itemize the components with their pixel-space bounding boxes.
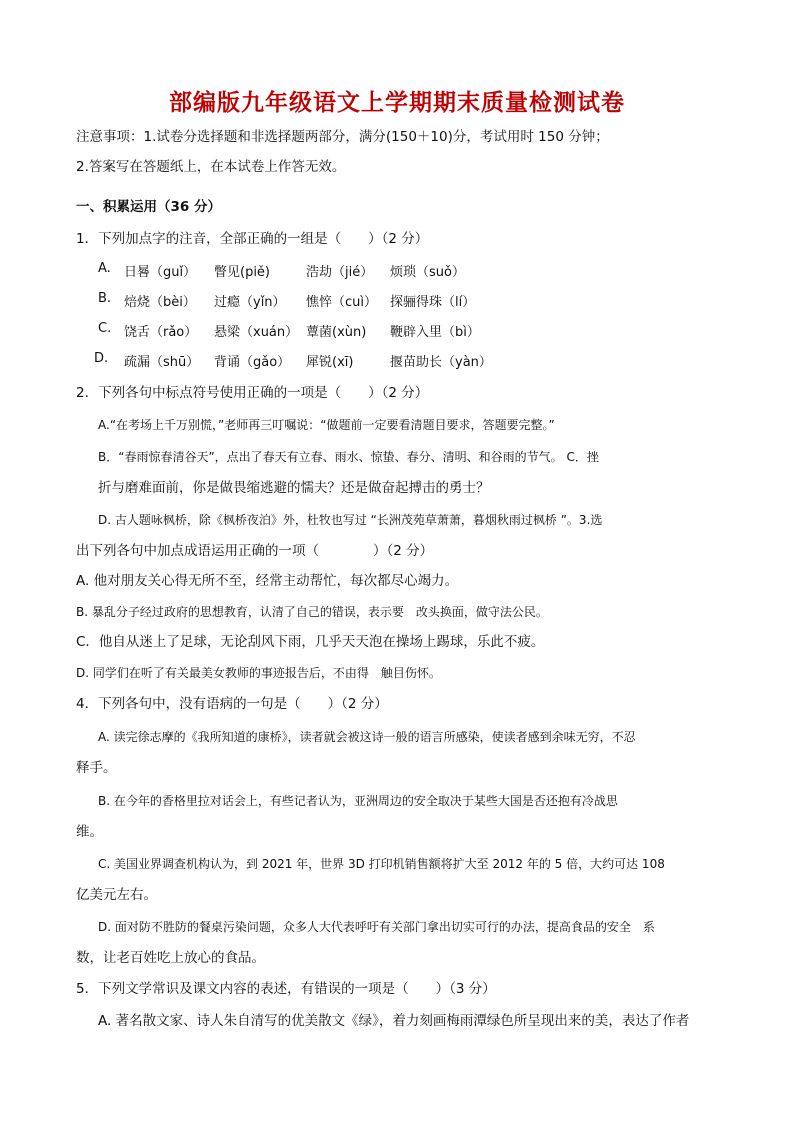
question-2-stem: 2．下列各句中标点符号使用正确的一项是（ ）（2 分） [76,385,429,401]
page-title: 部编版九年级语文上学期期末质量检测试卷 [169,90,625,116]
question-4-option-c: C. 美国业界调查机构认为，到 2021 年，世界 3D 打印机销售额将扩大至 2012 年的 5 倍，大约可达 108 [98,857,665,871]
question-3-stem: 出下列各句中加点成语运用正确的一项（ ）（2 分） [76,543,434,559]
question-4-option-a-cont: 释手。 [76,760,117,776]
question-1-stem: 1．下列加点字的注音，全部正确的一组是（ ）（2 分） [76,231,429,247]
question-4-stem: 4．下列各句中，没有语病的一句是（ ）（2 分） [76,696,388,712]
question-5-option-a: A. 著名散文家、诗人朱自清写的优美散文《绿》，着力刻画梅雨潭绿色所呈现出来的美，表达了作者 [98,1013,690,1029]
question-2-option-d: D. 古人题咏枫桥，除《枫桥夜泊》外，杜牧也写过 “长洲茂苑草萧萧，暮烟秋雨过枫桥 ”。3.选 [98,513,603,527]
notice-line-2: 2.答案写在答题纸上，在本试卷上作答无效。 [76,159,346,175]
question-3-option-d: D. 同学们在听了有关最美女教师的事迹报告后，不由得 触目伤怀。 [76,666,441,680]
question-2-option-c: 折与磨难面前，你是做畏缩逃避的懦夫？还是做奋起搏击的勇士？ [98,480,490,496]
section-heading: 一、积累运用（36 分） [76,199,221,215]
question-4-option-d: D. 面对防不胜防的餐桌污染问题，众多人大代表呼吁有关部门拿出切实可行的办法，提高食品的安全 系 [98,920,655,934]
question-2-option-a: A.“在考场上千万别慌，”老师再三叮嘱说：“做题前一定要看清题目要求，答题要完整。” [98,418,555,432]
question-4-option-c-cont: 亿美元左右。 [76,887,157,903]
notice-line-1: 注意事项：1.试卷分选择题和非选择题两部分，满分(150＋10)分，考试用时 150 分钟； [76,129,609,145]
question-4-option-a: A. 读完徐志摩的《我所知道的康桥》，读者就会被这诗一般的语言所感染，使读者感到余味无穷，不忍 [98,730,636,744]
question-3-option-c: C．他自从迷上了足球，无论刮风下雨，几乎天天泡在操场上踢球，乐此不疲。 [76,634,545,650]
exam-page: 部编版九年级语文上学期期末质量检测试卷 注意事项：1.试卷分选择题和非选择题两部分，满分(150＋10)分，考试用时 150 分钟； 2.答案写在答题纸上，在本试卷上作答无效。 一、积累运用（36 分） 1．下列加点字的注音，全部正确的一组是（ ）（2 分） A. 日晷（guǐ） 瞥见(piě) 浩劫（jié） 烦琐（suǒ） B. 焙烧（bèi） 过瘾（yǐn） 憔悴（cuì） 探骊得珠（lí） C. 饶舌（rǎo） 悬梁（xuán） 蕈菌(xùn) 鞭辟入里（bì） D. 疏漏（shū） 背诵（gǎo） 犀锐(xī) 揠苗助长（yàn） 2．下列各句中标点符号使用正确的一项是（ ）（2 分） A.“在考场上千万别慌，”老师再三叮嘱说：“做题前一定要看清题目要求，答题要完整。” B．“春雨惊春清谷天”，点出了春天有立春、雨水、惊蛰、春分、清明、和谷雨的节气。 C．挫 折与磨难面前，你是做畏缩逃避的懦夫？还是做奋起搏击的勇士？ D. 古人题咏枫桥，除《枫桥夜泊》外，杜牧也写过 “长洲茂苑草萧萧，暮烟秋雨过枫桥 ”。3.选 出下列各句中加点成语运用正确的一项（ ）（2 分） A. 他对朋友关心得无所不至，经常主动帮忙，每次都尽心竭力。 B. 暴乱分子经过政府的思想教育，认清了自己的错误，表示要 改头换面，做守法公民。 C．他自从迷上了足球，无论刮风下雨，几乎天天泡在操场上踢球，乐此不疲。 D. 同学们在听了有关最美女教师的事迹报告后，不由得 触目伤怀。 4．下列各句中，没有语病的一句是（ ）（2 分） A. 读完徐志摩的《我所知道的康桥》，读者就会被这诗一般的语言所感染，使读者感到余味无穷，不忍 释手。 B. 在今年的香格里拉对话会上，有些记者认为，亚洲周边的安全取决于某些大国是否还抱有冷战思 维。 C. 美国业界调查机构认为，到 2021 年，世界 3D 打印机销售额将扩大至 2012 年的 5 倍，大约可达 108 亿美元左右。 D. 面对防不胜防的餐桌污染问题，众多人大代表呼吁有关部门拿出切实可行的办法，提高食品的安全 系 数，让老百姓吃上放心的食品。 5．下列文学常识及课文内容的表述，有错误的一项是（ ）（3 分） A. 著名散文家、诗人朱自清写的优美散文《绿》，着力刻画梅雨潭绿色所呈现出来的美，表达了作者 [0,0,794,1123]
question-5-stem: 5．下列文学常识及课文内容的表述，有错误的一项是（ ）（3 分） [76,981,496,997]
question-4-option-d-cont: 数，让老百姓吃上放心的食品。 [76,950,265,966]
question-3-option-a: A. 他对朋友关心得无所不至，经常主动帮忙，每次都尽心竭力。 [76,573,459,589]
question-2-option-b: B．“春雨惊春清谷天”，点出了春天有立春、雨水、惊蛰、春分、清明、和谷雨的节气。 C．挫 [98,450,599,464]
question-4-option-b-cont: 维。 [76,824,103,840]
question-3-option-b: B. 暴乱分子经过政府的思想教育，认清了自己的错误，表示要 改头换面，做守法公民。 [76,605,548,619]
question-4-option-b: B. 在今年的香格里拉对话会上，有些记者认为，亚洲周边的安全取决于某些大国是否还抱有冷战思 [98,794,618,808]
